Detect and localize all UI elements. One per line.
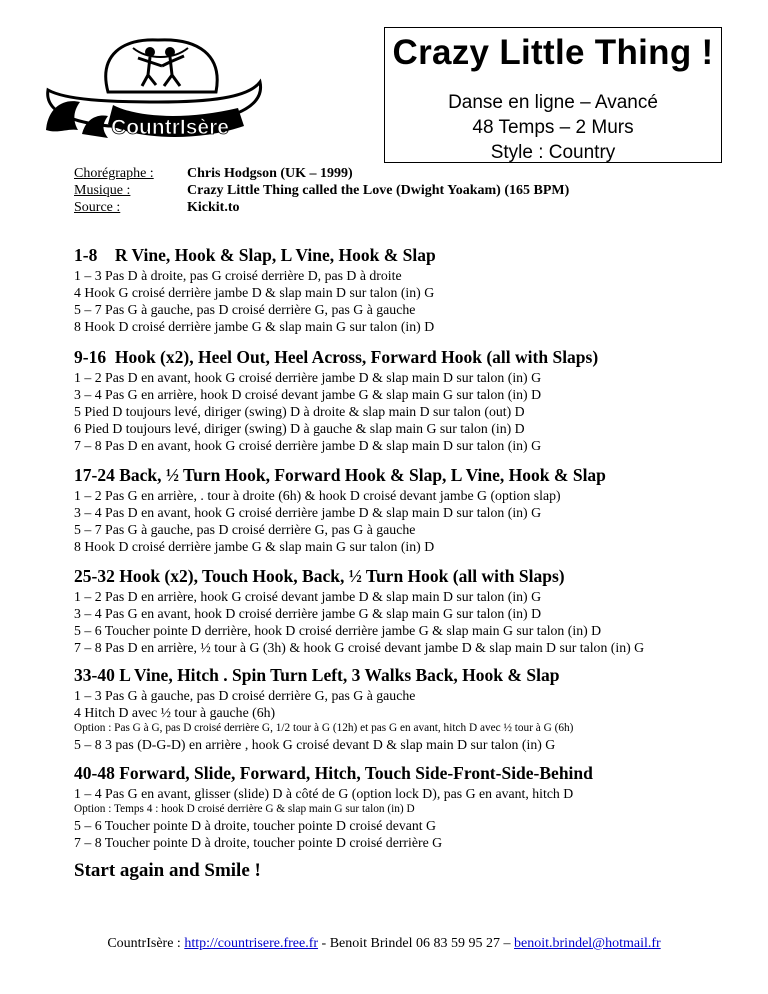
section-title: 25-32 Hook (x2), Touch Hook, Back, ½ Turn Hook (all with Slaps) (74, 566, 565, 586)
option-line: Option : Temps 4 : hook D croisé derrière G & slap main G sur talon (in) D (74, 803, 415, 816)
step-line: 3 – 4 Pas D en avant, hook G croisé derrière jambe D & slap main D sur talon (in) G (74, 505, 542, 521)
step-line: 4 Hitch D avec ½ tour à gauche (6h) (74, 705, 276, 721)
footer-contact: - Benoit Brindel 06 83 59 95 27 – (318, 936, 515, 951)
section-1-8 (74, 244, 748, 335)
step-line: 8 Hook D croisé derrière jambe G & slap main G sur talon (in) D (74, 539, 435, 555)
step-line: 5 – 6 Toucher pointe D derrière, hook D croisé derrière jambe G & slap main G sur talon (in) D (74, 623, 602, 639)
section-title: 40-48 Forward, Slide, Forward, Hitch, Touch Side-Front-Side-Behind (74, 763, 593, 783)
footer-prefix: CountrIsère : (107, 936, 185, 951)
step-line: 5 – 6 Toucher pointe D à droite, toucher pointe D croisé devant G (74, 818, 436, 834)
section-title: 1-8 R Vine, Hook & Slap, L Vine, Hook & Slap (74, 245, 436, 265)
step-line: 5 – 8 3 pas (D-G-D) en arrière , hook G croisé devant D & slap main D sur talon (in) G (74, 737, 556, 753)
logo-brand-text: CountrIsère (111, 116, 229, 139)
step-line: 6 Pied D toujours levé, diriger (swing) D à gauche & slap main G sur talon (in) D (74, 421, 525, 437)
step-line: 8 Hook D croisé derrière jambe G & slap main G sur talon (in) D (74, 319, 435, 335)
dance-level: Danse en ligne – Avancé (448, 92, 658, 113)
step-line: 1 – 2 Pas D en avant, hook G croisé derrière jambe D & slap main D sur talon (in) G (74, 370, 542, 385)
section-title: 9-16 Hook (x2), Heel Out, Heel Across, Forward Hook (all with Slaps) (74, 347, 599, 367)
meta-value: Crazy Little Thing called the Love (Dwight Yoakam) (165 BPM) (187, 183, 570, 198)
meta-value: Chris Hodgson (UK – 1999) (187, 166, 353, 181)
countrisere-logo (38, 30, 270, 146)
step-line: 1 – 2 Pas D en arrière, hook G croisé devant jambe D & slap main D sur talon (in) G (74, 589, 542, 604)
dance-meta (74, 165, 569, 216)
cowboy-hat-icon (38, 30, 270, 146)
meta-key: Musique : (74, 183, 131, 198)
meta-key: Chorégraphe : (74, 166, 154, 181)
step-line: 1 – 2 Pas G en arrière, . tour à droite (6h) & hook D croisé devant jambe G (option slap) (74, 488, 561, 503)
email-link[interactable]: benoit.brindel@hotmail.fr (514, 936, 661, 951)
step-line: 7 – 8 Pas D en avant, hook G croisé derrière jambe D & slap main D sur talon (in) G (74, 438, 542, 454)
step-line: 3 – 4 Pas G en avant, hook D croisé derrière jambe G & slap main G sur talon (in) D (74, 606, 542, 622)
section-33-40 (74, 664, 748, 753)
dance-title: Crazy Little Thing ! (392, 33, 714, 72)
meta-key: Source : (74, 200, 121, 215)
step-line: 1 – 4 Pas G en avant, glisser (slide) D à côté de G (option lock D), pas G en avant, hitch D (74, 786, 574, 801)
step-line: 7 – 8 Toucher pointe D à droite, toucher pointe D croisé derrière G (74, 835, 443, 851)
section-17-24 (74, 464, 748, 555)
footer (0, 936, 768, 952)
website-link[interactable]: http://countrisere.free.fr (184, 936, 319, 951)
dance-counts: 48 Temps – 2 Murs (472, 117, 634, 138)
meta-row-music (74, 182, 569, 199)
step-line: 7 – 8 Pas D en arrière, ½ tour à G (3h) & hook G croisé devant jambe D & slap main D sur talon (in) G (74, 640, 645, 656)
section-25-32 (74, 565, 748, 656)
step-line: 5 Pied D toujours levé, diriger (swing) D à droite & slap main D sur talon (out) D (74, 404, 525, 420)
title-box (384, 27, 722, 163)
meta-row-source (74, 199, 569, 216)
section-40-48 (74, 762, 748, 851)
step-line: 5 – 7 Pas G à gauche, pas D croisé derrière G, pas G à gauche (74, 302, 416, 318)
step-line: 1 – 3 Pas D à droite, pas G croisé derrière D, pas D à droite (74, 268, 402, 283)
step-line: 5 – 7 Pas G à gauche, pas D croisé derrière G, pas G à gauche (74, 522, 416, 538)
dance-style: Style : Country (490, 142, 616, 163)
step-line: 3 – 4 Pas G en arrière, hook D croisé devant jambe G & slap main G sur talon (in) D (74, 387, 542, 403)
section-title: 33-40 L Vine, Hitch . Spin Turn Left, 3 Walks Back, Hook & Slap (74, 665, 560, 685)
meta-value: Kickit.to (187, 200, 240, 215)
option-line: Option : Pas G à G, pas D croisé derrière G, 1/2 tour à G (12h) et pas G en avant, hitch D avec ½ tour à G (6h) (74, 722, 574, 735)
section-9-16 (74, 346, 748, 454)
step-line: 1 – 3 Pas G à gauche, pas D croisé derrière G, pas G à gauche (74, 688, 416, 703)
section-title: 17-24 Back, ½ Turn Hook, Forward Hook & Slap, L Vine, Hook & Slap (74, 465, 606, 485)
closing-text: Start again and Smile ! (74, 860, 261, 881)
meta-row-choreographer (74, 165, 569, 182)
step-line: 4 Hook G croisé derrière jambe D & slap main D sur talon (in) G (74, 285, 435, 301)
